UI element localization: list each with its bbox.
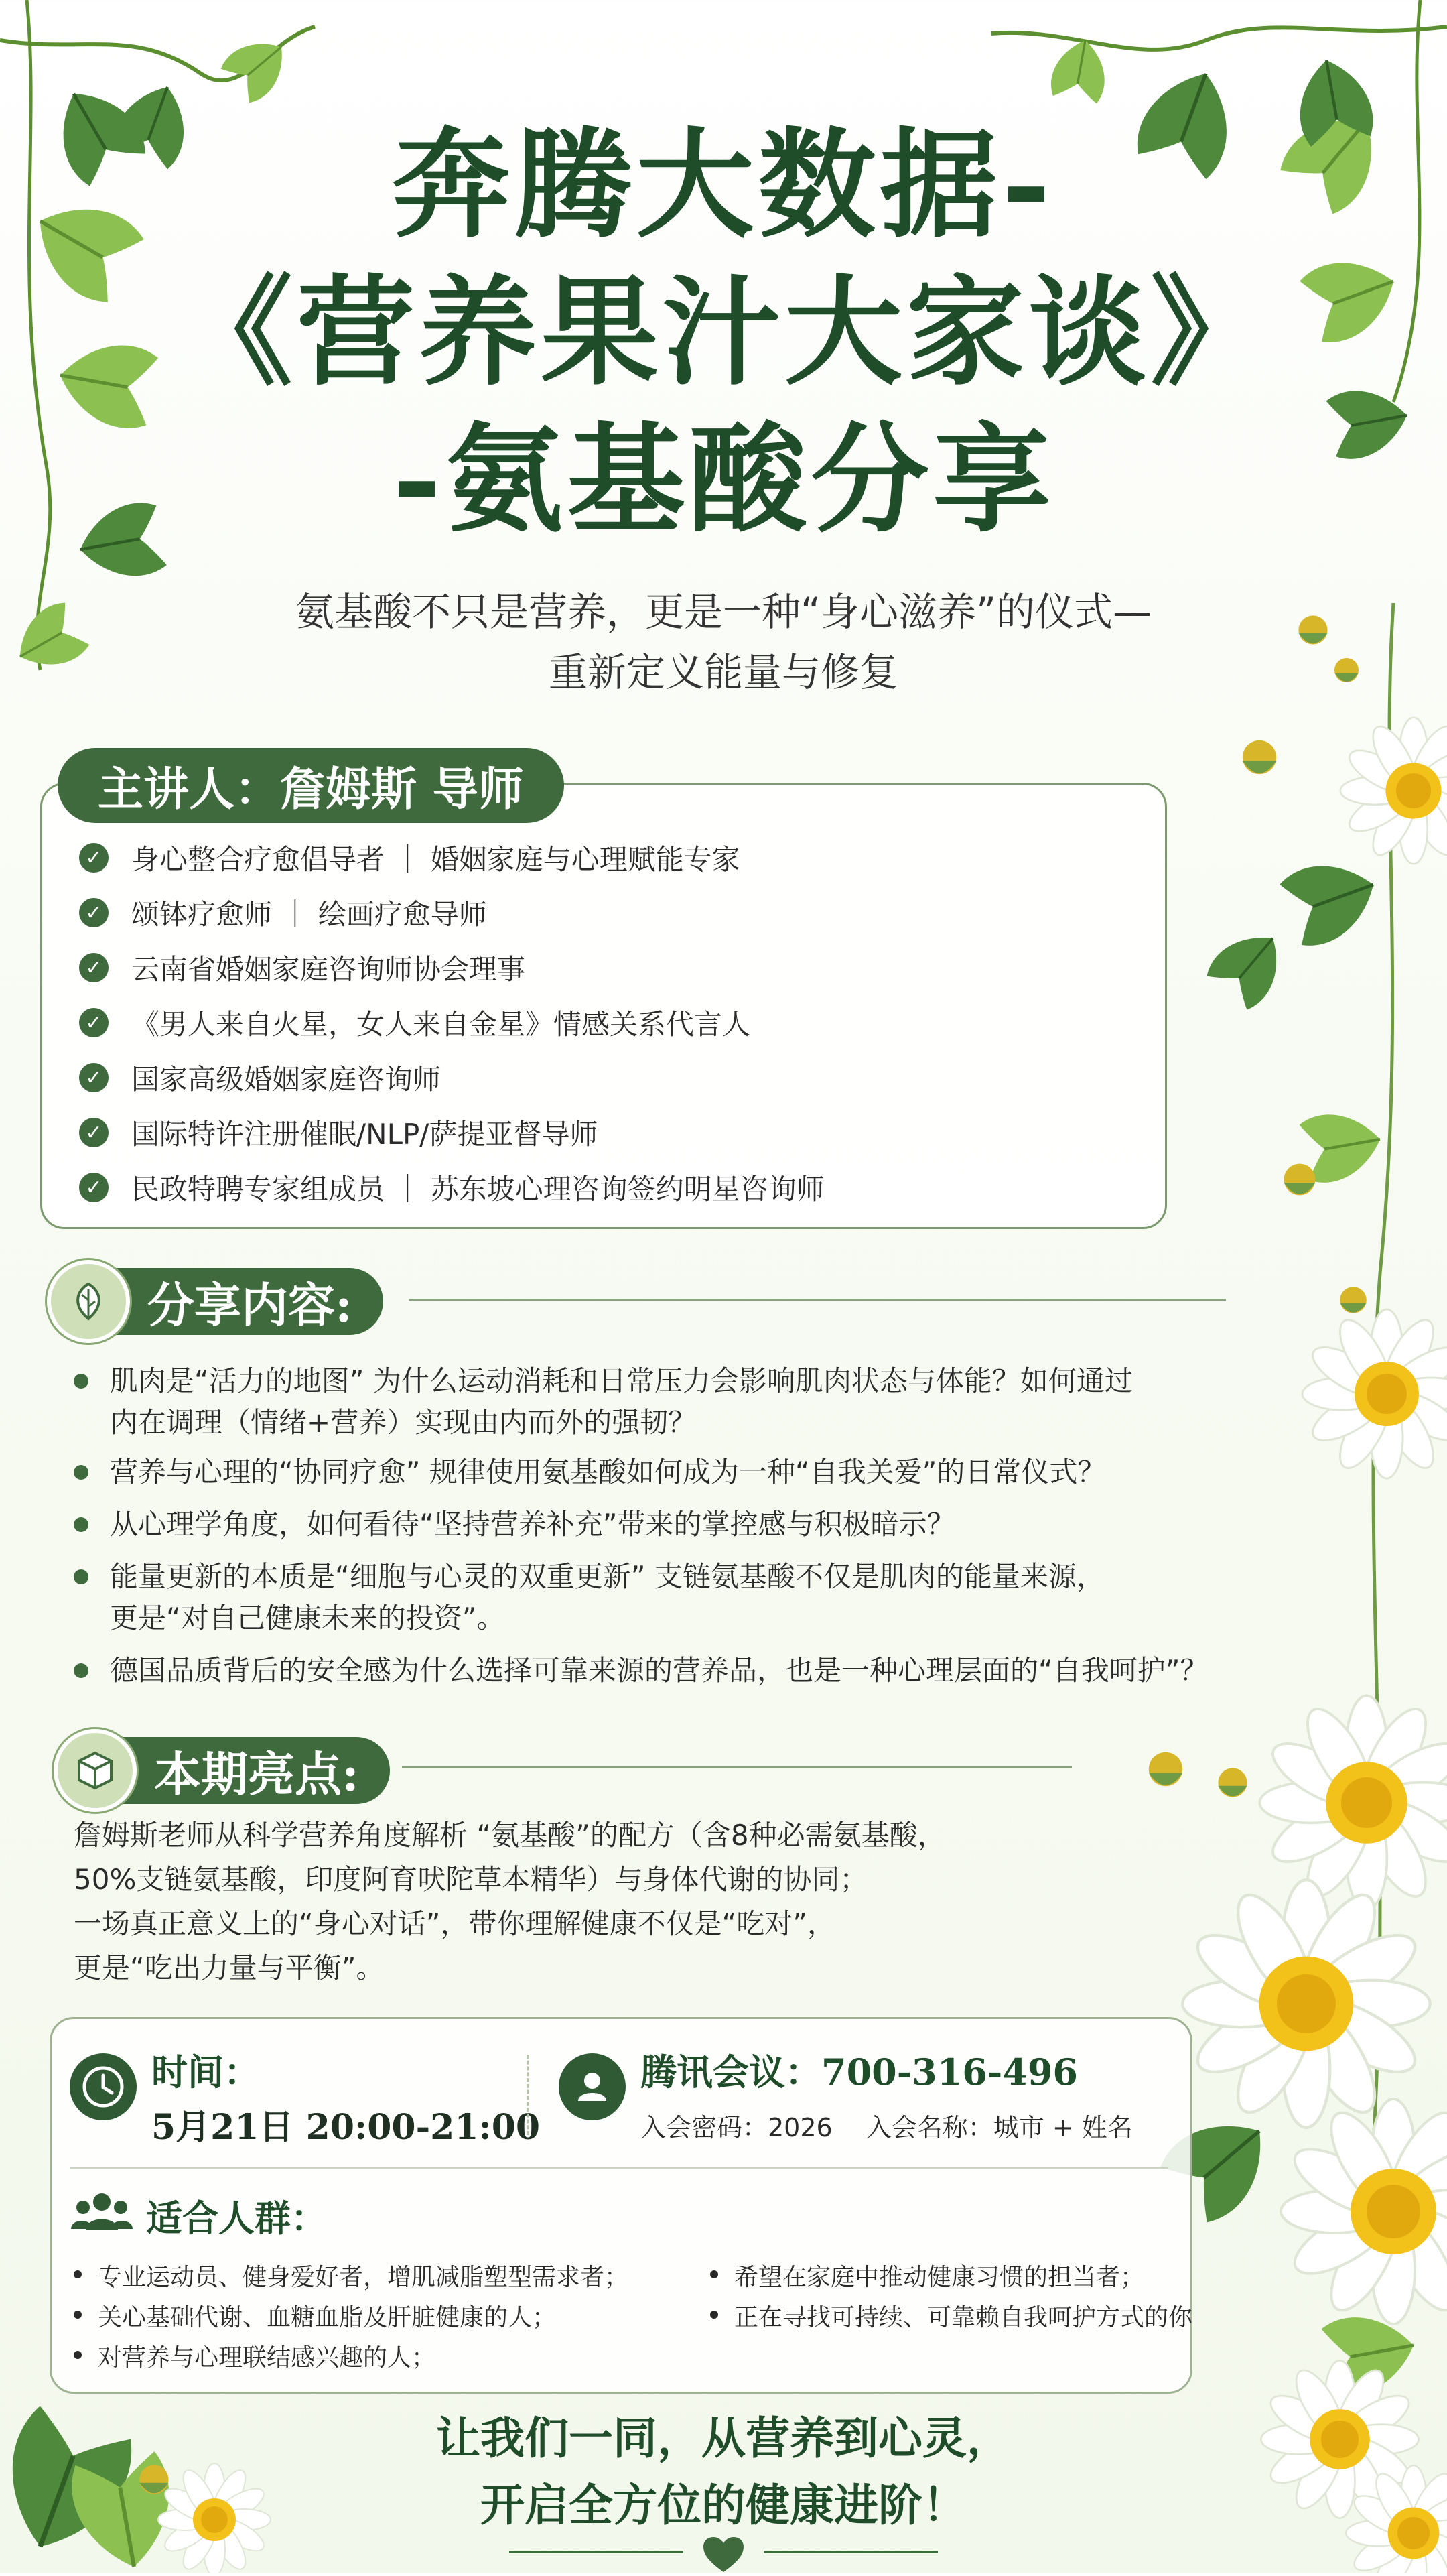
audience-label: 适合人群： [146,2197,327,2240]
check-icon: ✓ [79,1118,109,1147]
credential-item: ✓ 民政特聘专家组成员 ｜ 苏东坡心理咨询签约明星咨询师 [79,1167,825,1208]
meeting-label: 腾讯会议：700-316-496 [640,2051,1078,2094]
content-item: 从心理学角度，如何看待“坚持营养补充”带来的掌控感与积极暗示？ [74,1504,1262,1545]
highlight-text: 50%支链氨基酸，印度阿育吠陀草本精华）与身体代谢的协同； [74,1863,868,1896]
subtitle-line-1: 氨基酸不只是营养，更是一种“身心滋养”的仪式— [295,589,1152,635]
content-divider [409,1299,1226,1301]
credential-item: ✓ 颂钵疗愈师 ｜ 绘画疗愈导师 [79,893,487,933]
person-icon [559,2053,626,2120]
content-item: 营养与心理的“协同疗愈” 规律使用氨基酸如何成为一种“自我关爱”的日常仪式？ [74,1452,1262,1493]
highlights-section-label: 本期亮点: [117,1737,390,1804]
leaf-icon [47,1260,130,1343]
time-label: 时间： [151,2051,260,2094]
credential-item: ✓ 身心整合疗愈倡导者 ｜ 婚姻家庭与心理赋能专家 [79,838,740,878]
highlights-section-header [54,1729,390,1812]
credential-item: ✓ 国家高级婚姻家庭咨询师 [79,1057,441,1098]
audience-item: 正在寻找可持续、可靠赖自我呵护方式的你 [710,2299,1192,2333]
credential-item: ✓ 《男人来自火星，女人来自金星》情感关系代言人 [79,1003,750,1043]
highlight-text: 詹姆斯老师从科学营养角度解析 “氨基酸”的配方（含8种必需氨基酸， [74,1819,946,1852]
closing-line-2: 开启全方位的健康进阶！ [480,2479,967,2531]
check-icon: ✓ [79,898,109,927]
closing-line-1: 让我们一同，从营养到心灵， [436,2412,1011,2464]
check-icon: ✓ [79,1063,109,1092]
content-item: 能量更新的本质是“细胞与心灵的双重更新” 支链氨基酸不仅是肌肉的能量来源， 更是“对自己健康未来的投资”。 [74,1556,1262,1639]
content-item: 肌肉是“活力的地图” 为什么运动消耗和日常压力会影响肌肉状态与体能？如何通过 内在调理（情绪+营养）实现由内而外的强韧？ [74,1360,1262,1443]
clock-icon [70,2053,137,2120]
content-section-header [47,1260,383,1343]
cube-icon [54,1729,137,1812]
audience-item: 希望在家庭中推动健康习惯的担当者； [710,2258,1144,2293]
audience-item: 对营养与心理联结感兴趣的人； [74,2339,435,2373]
group-icon [70,2189,134,2238]
content-section-label: 分享内容: [110,1268,383,1335]
check-icon: ✓ [79,1008,109,1037]
meeting-detail: 入会密码：2026 入会名称：城市 + 姓名 [640,2113,1133,2142]
title-line-2: 《营养果汁大家谈》 [174,263,1272,401]
credential-item: ✓ 国际特许注册催眠/NLP/萨提亚督导师 [79,1112,598,1153]
highlights-divider [402,1766,1072,1768]
speaker-label: 主讲人：詹姆斯 导师 [58,748,564,823]
info-divider [70,2167,1168,2169]
check-icon: ✓ [79,953,109,982]
heart-icon [703,2537,744,2576]
title-line-1: 奔腾大数据- [392,115,1055,254]
check-icon: ✓ [79,843,109,873]
highlight-text: 一场真正意义上的“身心对话”，带你理解健康不仅是“吃对”， [74,1907,836,1940]
audience-item: 专业运动员、健身爱好者，增肌减脂塑型需求者； [74,2258,628,2293]
subtitle-line-2: 重新定义能量与修复 [548,649,898,695]
credential-item: ✓ 云南省婚姻家庭咨询师协会理事 [79,948,525,988]
time-value: 5月21日 20:00-21:00 [151,2107,541,2148]
title-line-3: -氨基酸分享 [392,410,1055,549]
audience-item: 关心基础代谢、血糖血脂及肝脏健康的人； [74,2299,556,2333]
info-separator [527,2055,529,2135]
content-item: 德国品质背后的安全感为什么选择可靠来源的营养品，也是一种心理层面的“自我呵护”？ [74,1650,1262,1691]
check-icon: ✓ [79,1173,109,1202]
highlight-text: 更是“吃出力量与平衡”。 [74,1951,385,1984]
